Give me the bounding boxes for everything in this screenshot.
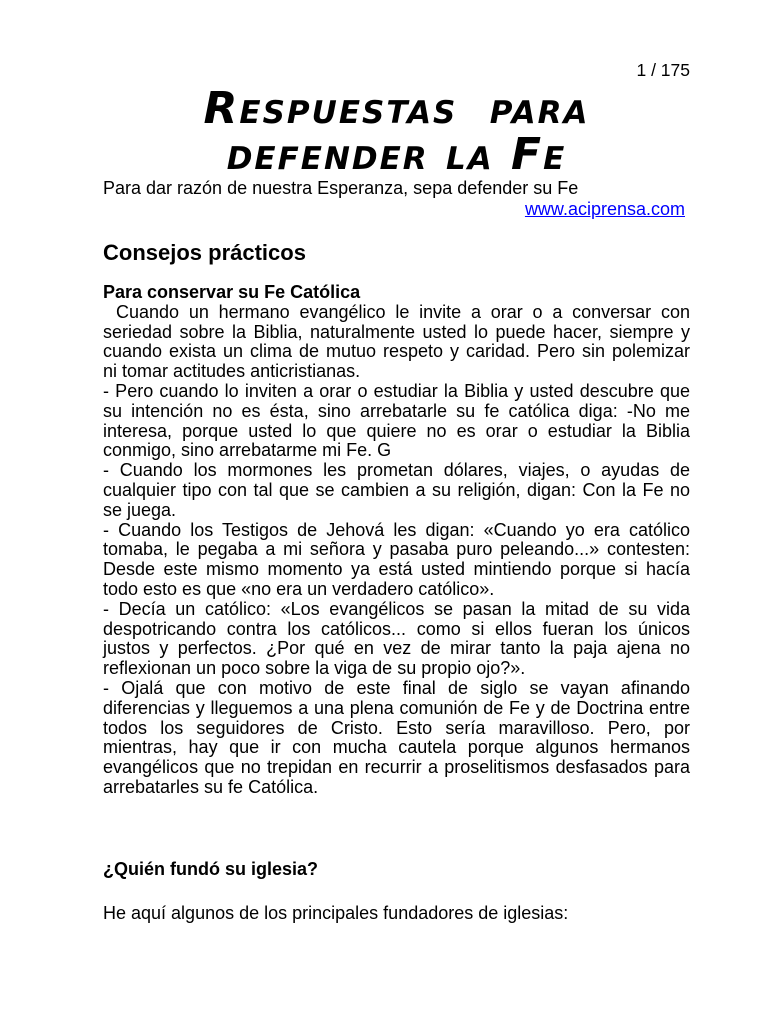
- website-link[interactable]: www.aciprensa.com: [524, 199, 685, 219]
- paragraph: [103, 600, 690, 679]
- paragraph-line: interesa, porque usted lo que quiere no es orar o estudiar la Biblia: [103, 420, 690, 441]
- paragraph: [103, 679, 690, 798]
- paragraph-line: seriedad sobre la Biblia, naturalmente usted lo puede hacer, siempre y: [103, 321, 690, 342]
- paragraph-line: - Ojalá que con motivo de este final de siglo se vayan afinando: [103, 677, 690, 698]
- paragraph-line: Desde este mismo momento ya está usted mintiendo porque si hacía: [103, 559, 690, 580]
- paragraph-line: cuando exista un clima de mutuo respeto y caridad. Pero sin polemizar: [103, 341, 690, 362]
- page-number: 1 / 175: [636, 60, 690, 80]
- paragraph-line: evangélicos que no trepidan en recurrir a proselitismos desfasados para: [103, 757, 690, 778]
- paragraph: [103, 461, 690, 520]
- paragraph-line: todo esto es que «no era un verdadero católico».: [103, 578, 495, 599]
- paragraph-line: mientras, hay que ir con mucha cautela porque algunos hermanos: [103, 737, 690, 758]
- subsection-heading: Para conservar su Fe Católica: [103, 282, 361, 302]
- section-body: [103, 283, 690, 798]
- paragraph-line: se juega.: [103, 499, 177, 520]
- paragraph-line: cualquier tipo con tal que se cambien a su religión, digan: Con la Fe no: [103, 479, 690, 500]
- paragraph-line: - Pero cuando lo inviten a orar o estudiar la Biblia y usted descubre que: [103, 380, 690, 401]
- paragraph-line: - Cuando los Testigos de Jehová les digan: «Cuando yo era católico: [103, 519, 690, 540]
- paragraph-line: - Decía un católico: «Los evangélicos se pasan la mitad de su vida: [103, 598, 690, 619]
- paragraph-line: diferencias y lleguemos a una plena comunión de Fe y de Doctrina entre: [103, 697, 690, 718]
- paragraph-line: reflexionan un poco sobre la viga de su propio ojo?».: [103, 658, 526, 679]
- paragraph-line: justos y perfectos. ¿Por qué en vez de mirar tanto la paja ajena no: [103, 638, 690, 659]
- paragraph-line: - Cuando los mormones les prometan dólares, viajes, o ayudas de: [103, 460, 690, 481]
- paragraph-line: todos los seguidores de Cristo. Esto sería maravilloso. Pero, por: [103, 717, 690, 738]
- paragraph-line: su intención no es ésta, sino arrebatarle su fe católica diga: -No me: [103, 400, 690, 421]
- paragraph-line: Cuando un hermano evangélico le invite a orar o a conversar con: [116, 301, 690, 322]
- intro-text: He aquí algunos de los principales fundadores de iglesias:: [103, 903, 569, 923]
- title-line-2: defender la Fe: [226, 129, 567, 180]
- paragraph: [103, 521, 690, 600]
- paragraph: [103, 303, 690, 382]
- title-line-1: Respuestas para: [203, 83, 590, 134]
- section-heading: Consejos prácticos: [103, 240, 306, 265]
- paragraph-line: conmigo, sino arrebatarme mi Fe. G: [103, 440, 392, 461]
- paragraph-line: tomaba, le pegaba a mi señora y pasaba puro peleando...» contesten:: [103, 539, 690, 560]
- paragraph-line: ni tomar actitudes anticristianas.: [103, 361, 361, 382]
- paragraph: [103, 382, 690, 461]
- paragraph-line: arrebatarles su fe Católica.: [103, 776, 319, 797]
- section-heading-quien-fundo: ¿Quién fundó su iglesia?: [103, 859, 319, 879]
- paragraph-line: despotricando contra los católicos... como si ellos fueran los únicos: [103, 618, 690, 639]
- subtitle: Para dar razón de nuestra Esperanza, sepa defender su Fe: [103, 178, 579, 198]
